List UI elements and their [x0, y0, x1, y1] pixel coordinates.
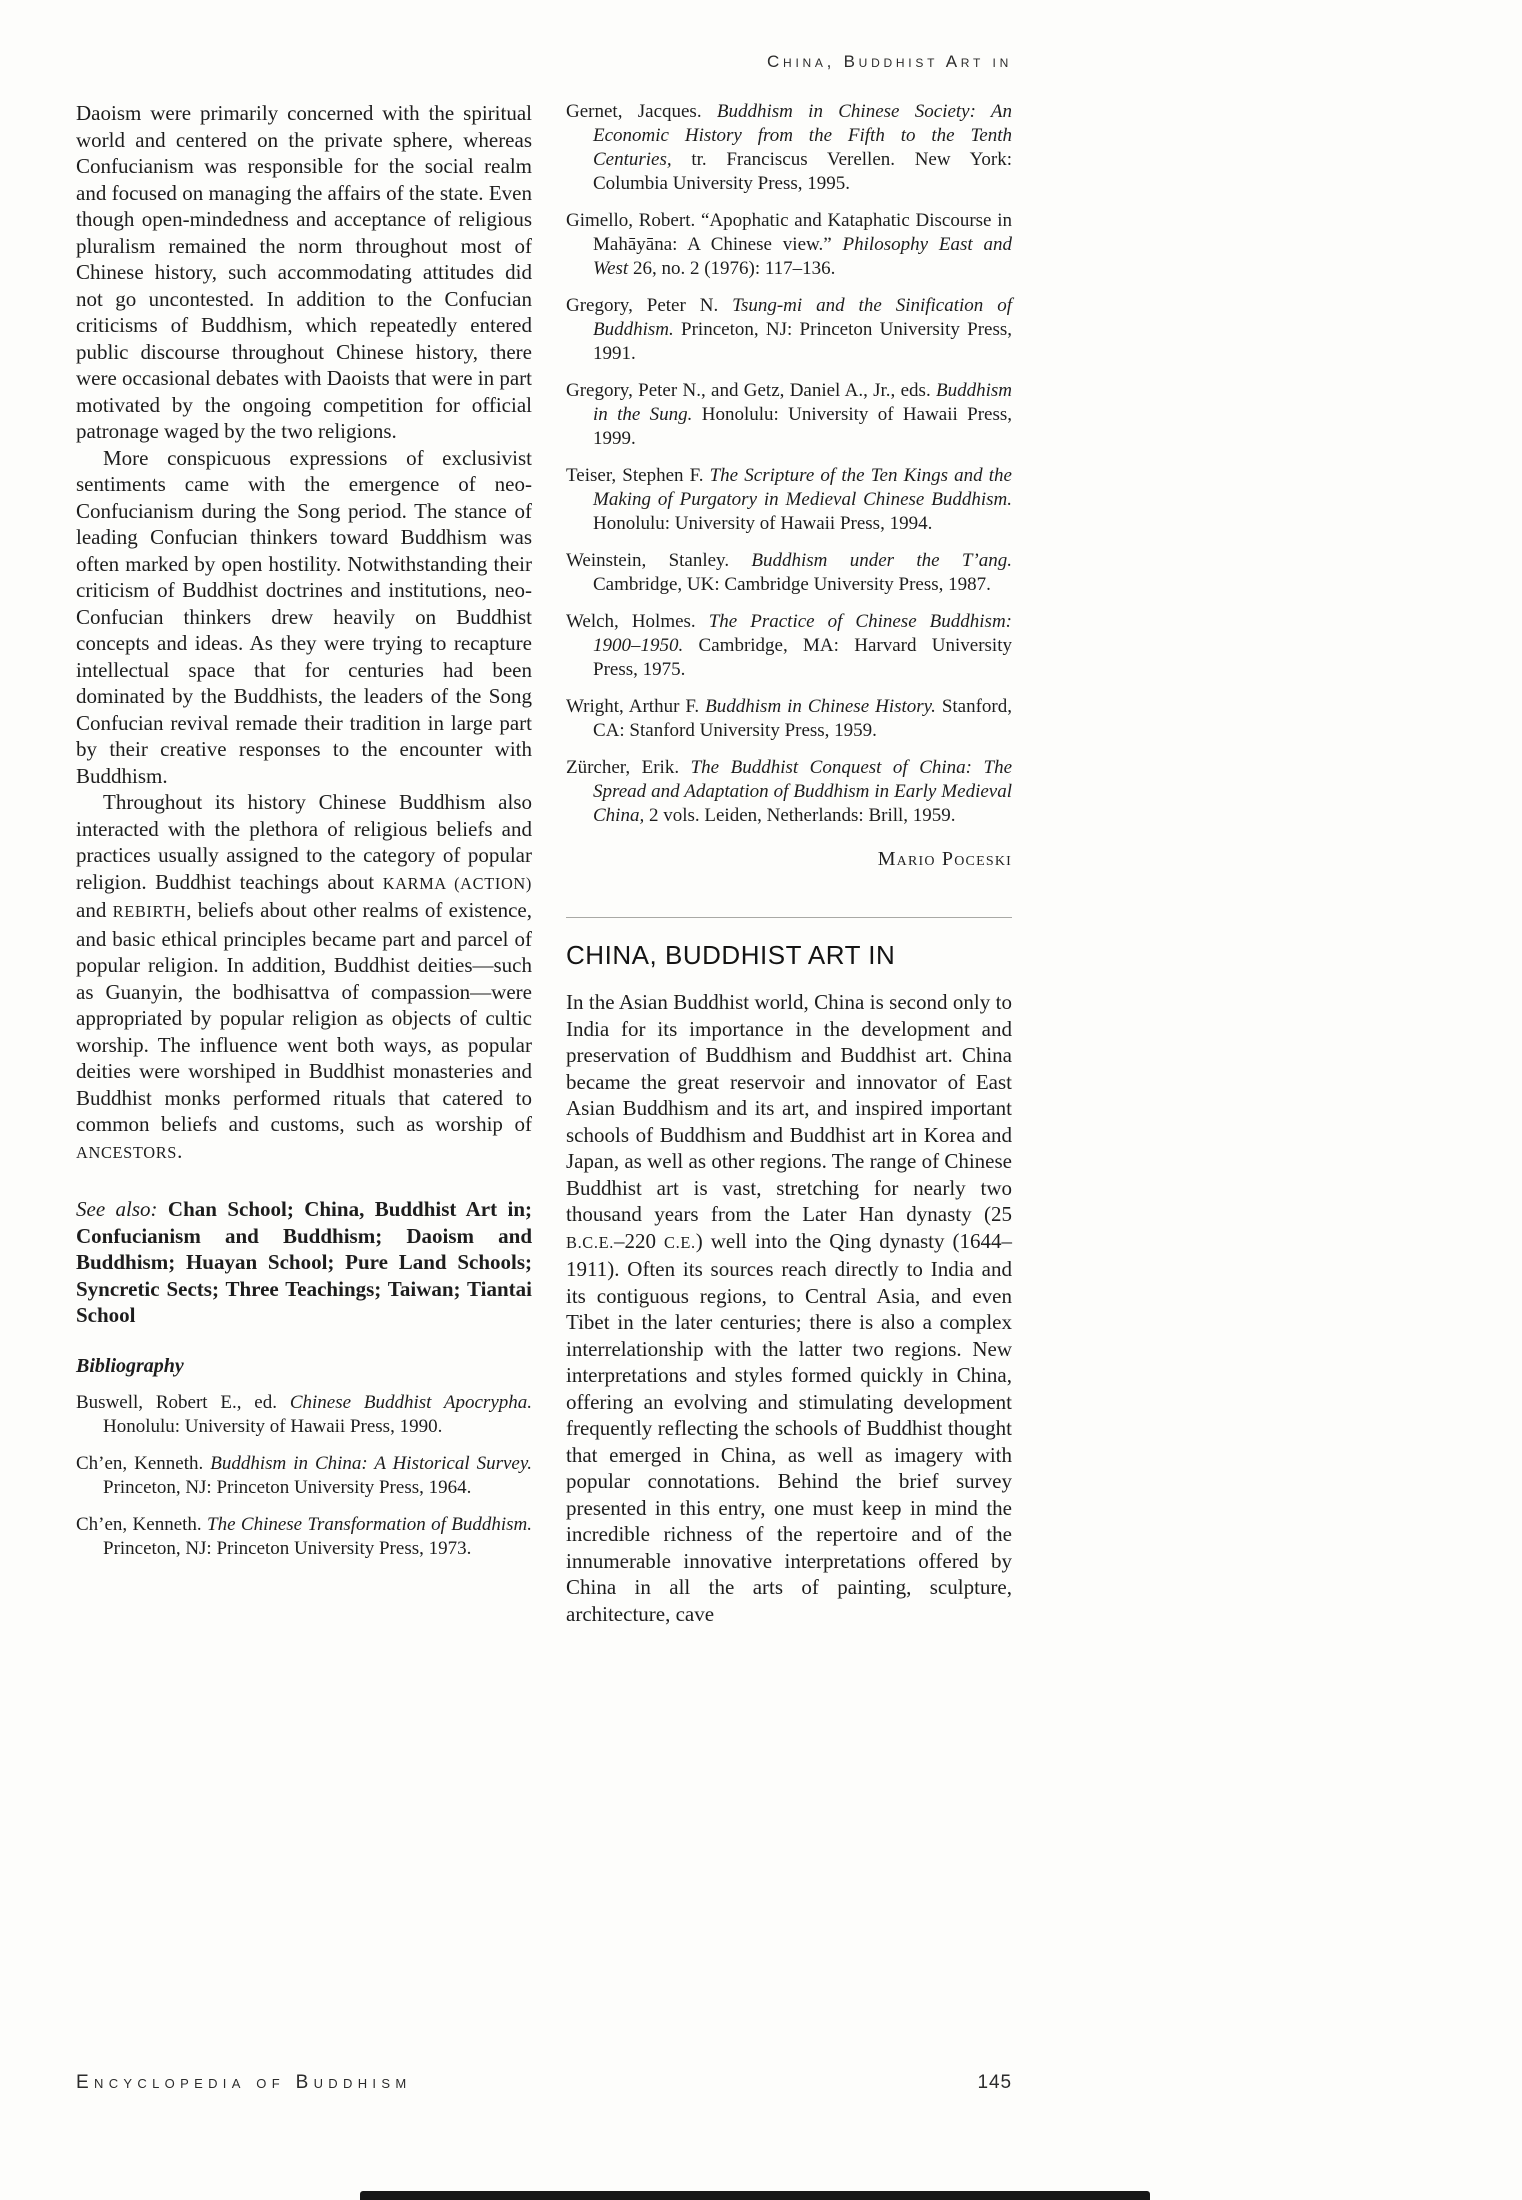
bibliography-entry: Welch, Holmes. The Practice of Chinese Buddhism: 1900–1950. Cambridge, MA: Harvard University Press, 1975.: [566, 611, 1012, 680]
left-column: [76, 100, 532, 1561]
footer-page-number: 145: [977, 2072, 1012, 2093]
article-heading: CHINA, BUDDHIST ART IN: [566, 940, 896, 970]
body-paragraph: More conspicuous expressions of exclusivist sentiments came with the emergence of neo-Confucianism during the Song period. The stance of leading Confucian thinkers toward Buddhism was often marked by open hostility. Notwithstanding their criticism of Buddhist doctrines and institutions, neo-Confucian thinkers drew heavily on Buddhist concepts and ideas. As they were trying to recapture intellectual space that for centuries had been dominated by the Buddhists, the leaders of the Song Confucian revival remade their tradition in large part by their creative responses to the encounter with Buddhism.: [76, 445, 532, 788]
bibliography-entry: Ch’en, Kenneth. Buddhism in China: A Historical Survey. Princeton, NJ: Princeton University Press, 1964.: [76, 1452, 532, 1498]
body-paragraph: Throughout its history Chinese Buddhism also interacted with the plethora of religious beliefs and practices usually assigned to the category of popular religion. Buddhist teachings about KARMA (ACTION) and REBIRTH, beliefs about other realms of existence, and basic ethical principles became part and parcel of popular religion. In addition, Buddhist deities—such as Guanyin, the bodhisattva of compassion—were appropriated by popular religion as objects of cultic worship. The influence went both ways, as popular deities were worshiped in Buddhist monasteries and Buddhist monks performed rituals that catered to common beliefs and customs, such as worship of ANCESTORS.: [76, 790, 533, 1163]
bibliography-entry: Gregory, Peter N. Tsung-mi and the Sinification of Buddhism. Princeton, NJ: Princeton University Press, 1991.: [566, 295, 1013, 364]
bibliography-entry: Weinstein, Stanley. Buddhism under the T’ang. Cambridge, UK: Cambridge University Press, 1987.: [566, 550, 1013, 595]
see-also: See also: Chan School; China, Buddhist Art in; Confucianism and Buddhism; Daoism and Buddhism; Huayan School; Pure Land Schools; Syncretic Sects; Three Teachings; Taiwan; Tiantai School: [76, 1197, 532, 1327]
section-divider: [566, 917, 1012, 918]
scan-edge-artifact: [360, 2191, 1150, 2200]
bibliography-entry: Teiser, Stephen F. The Scripture of the Ten Kings and the Making of Purgatory in Medieval Chinese Buddhism. Honolulu: University of Hawaii Press, 1994.: [566, 465, 1012, 534]
bibliography-entry: Gregory, Peter N., and Getz, Daniel A., Jr., eds. Buddhism in the Sung. Honolulu: University of Hawaii Press, 1999.: [566, 380, 1012, 449]
article-paragraph: In the Asian Buddhist world, China is second only to India for its importance in the development and preservation of Buddhism and Buddhist art. China became the great reservoir and innovator of East Asian Buddhism and its art, and inspired important schools of Buddhism and Buddhist art in Korea and Japan, as well as other regions. The range of Chinese Buddhist art is vast, stretching for nearly two thousand years from the Later Han dynasty (25 B.C.E.–220 C.E.) well into the Qing dynasty (1644–1911). Often its sources reach directly to India and its contiguous regions, to Central Asia, and even Tibet in the later centuries; there is also a complex interrelationship with the latter two regions. New interpretations and styles formed quickly in China, offering an evolving and stimulating development frequently reflecting the schools of Buddhist thought that emerged in China, as well as imagery with popular connotations. Behind the brief survey presented in this entry, one must keep in mind the incredible richness of the repertoire and of the innumerable innovative interpretations offered by China in all the arts of painting, sculpture, architecture, cave: [566, 990, 1013, 1626]
footer-work-title: Encyclopedia of Buddhism: [76, 2072, 412, 2093]
bibliography-entry: Wright, Arthur F. Buddhism in Chinese History. Stanford, CA: Stanford University Press, 1959.: [566, 696, 1012, 741]
bibliography-heading: Bibliography: [76, 1354, 184, 1377]
body-paragraph: Daoism were primarily concerned with the spiritual world and centered on the private sphere, whereas Confucianism was responsible for the social realm and focused on managing the affairs of the state. Even though open-mindedness and acceptance of religious pluralism remained the norm throughout most of Chinese history, such accommodating attitudes did not go uncontested. In addition to the Confucian criticisms of Buddhism, which repeatedly entered public discourse throughout Chinese history, there were occasional debates with Daoists that were in part motivated by the ongoing competition for official patronage waged by the two religions.: [76, 101, 533, 443]
running-head: China, Buddhist Art in: [767, 52, 1012, 71]
bibliography-entry: Gimello, Robert. “Apophatic and Kataphatic Discourse in Mahāyāna: A Chinese view.” Philosophy East and West 26, no. 2 (1976): 117–136.: [566, 210, 1012, 279]
author-attribution: Mario Poceski: [877, 848, 1012, 870]
bibliography-entry: Gernet, Jacques. Buddhism in Chinese Society: An Economic History from the Fifth to the Tenth Centuries, tr. Franciscus Verellen. New York: Columbia University Press, 1995.: [566, 101, 1012, 194]
bibliography-entry: Zürcher, Erik. The Buddhist Conquest of China: The Spread and Adaptation of Buddhism in Early Medieval China, 2 vols. Leiden, Netherlands: Brill, 1959.: [566, 757, 1012, 826]
bibliography-entry: Ch’en, Kenneth. The Chinese Transformation of Buddhism. Princeton, NJ: Princeton University Press, 1973.: [76, 1513, 532, 1559]
right-column: [566, 100, 1012, 1627]
bibliography-entry: Buswell, Robert E., ed. Chinese Buddhist Apocrypha. Honolulu: University of Hawaii Press, 1990.: [76, 1391, 532, 1437]
